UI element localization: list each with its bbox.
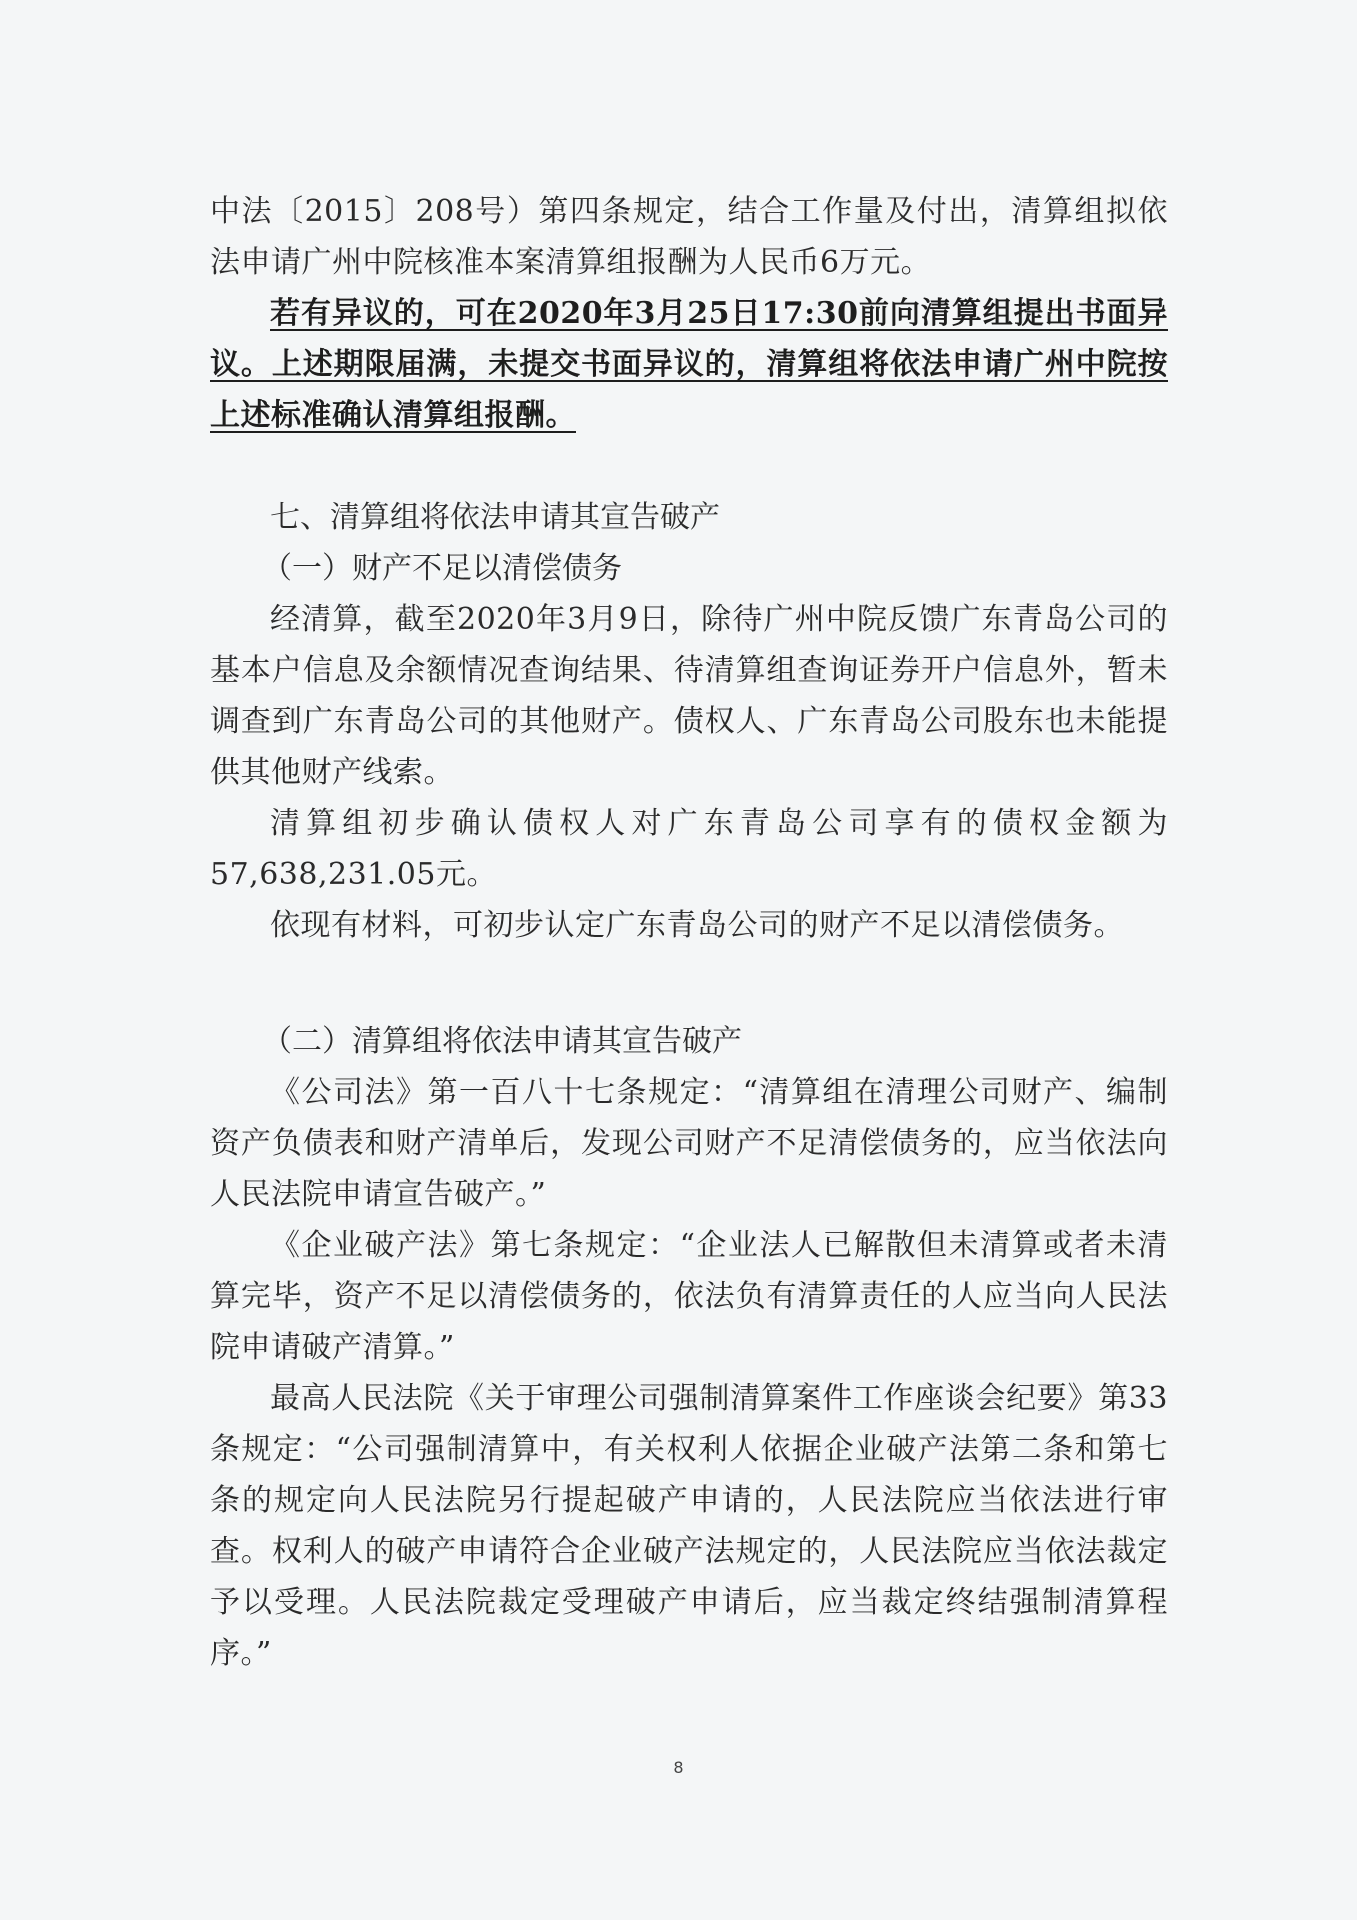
paragraph-liquidation-findings (210, 594, 1168, 798)
paragraph-text: 《企业破产法》第七条规定：“企业法人已解散但未清算或者未清算完毕，资产不足以清偿债务的，依法负有清算责任的人应当向人民法院申请破产清算。” (210, 1228, 1168, 1365)
paragraph-remuneration-continued (210, 186, 1168, 288)
subsection-title: （一）财产不足以清偿债务 (262, 551, 622, 586)
paragraph-objection-notice (210, 288, 1168, 441)
section-title: 七、清算组将依法申请其宣告破产 (270, 500, 720, 535)
objection-notice-text: 若有异议的，可在2020年3月25日17:30前向清算组提出书面异议。上述期限届满，未提交书面异议的，清算组将依法申请广州中院按上述标准确认清算组报酬。 (210, 296, 1168, 433)
page-number: 8 (673, 1758, 684, 1777)
paragraph-text: 依现有材料，可初步认定广东青岛公司的财产不足以清偿债务。 (270, 908, 1124, 943)
paragraph-text: 中法〔2015〕208号）第四条规定，结合工作量及付出，清算组拟依法申请广州中院核准本案清算组报酬为人民币6万元。 (210, 194, 1168, 280)
subsection-title: （二）清算组将依法申请其宣告破产 (262, 1024, 742, 1059)
paragraph-supreme-court-minutes (210, 1373, 1168, 1679)
paragraph-claim-amount (210, 798, 1168, 900)
subsection-heading-2 (210, 1016, 1168, 1067)
subsection-heading-1 (210, 543, 1168, 594)
paragraph-text: 最高人民法院《关于审理公司强制清算案件工作座谈会纪要》第33条规定：“公司强制清算中，有关权利人依据企业破产法第二条和第七条的规定向人民法院另行提起破产申请的，人民法院应当依法进行审查。权利人的破产申请符合企业破产法规定的，人民法院应当依法裁定予以受理。人民法院裁定受理破产申请后，应当裁定终结强制清算程序。” (210, 1381, 1168, 1671)
paragraph-company-law (210, 1067, 1168, 1220)
section-heading-7 (210, 492, 1168, 543)
paragraph-text: 清算组初步确认债权人对广东青岛公司享有的债权金额为57,638,231.05元。 (210, 806, 1168, 892)
paragraph-text: 经清算，截至2020年3月9日，除待广州中院反馈广东青岛公司的基本户信息及余额情况查询结果、待清算组查询证券开户信息外，暂未调查到广东青岛公司的其他财产。债权人、广东青岛公司股东也未能提供其他财产线索。 (210, 602, 1168, 790)
paragraph-text: 《公司法》第一百八十七条规定：“清算组在清理公司财产、编制资产负债表和财产清单后，发现公司财产不足清偿债务的，应当依法向人民法院申请宣告破产。” (210, 1075, 1168, 1212)
paragraph-insufficient-assets (210, 900, 1168, 951)
paragraph-bankruptcy-law (210, 1220, 1168, 1373)
